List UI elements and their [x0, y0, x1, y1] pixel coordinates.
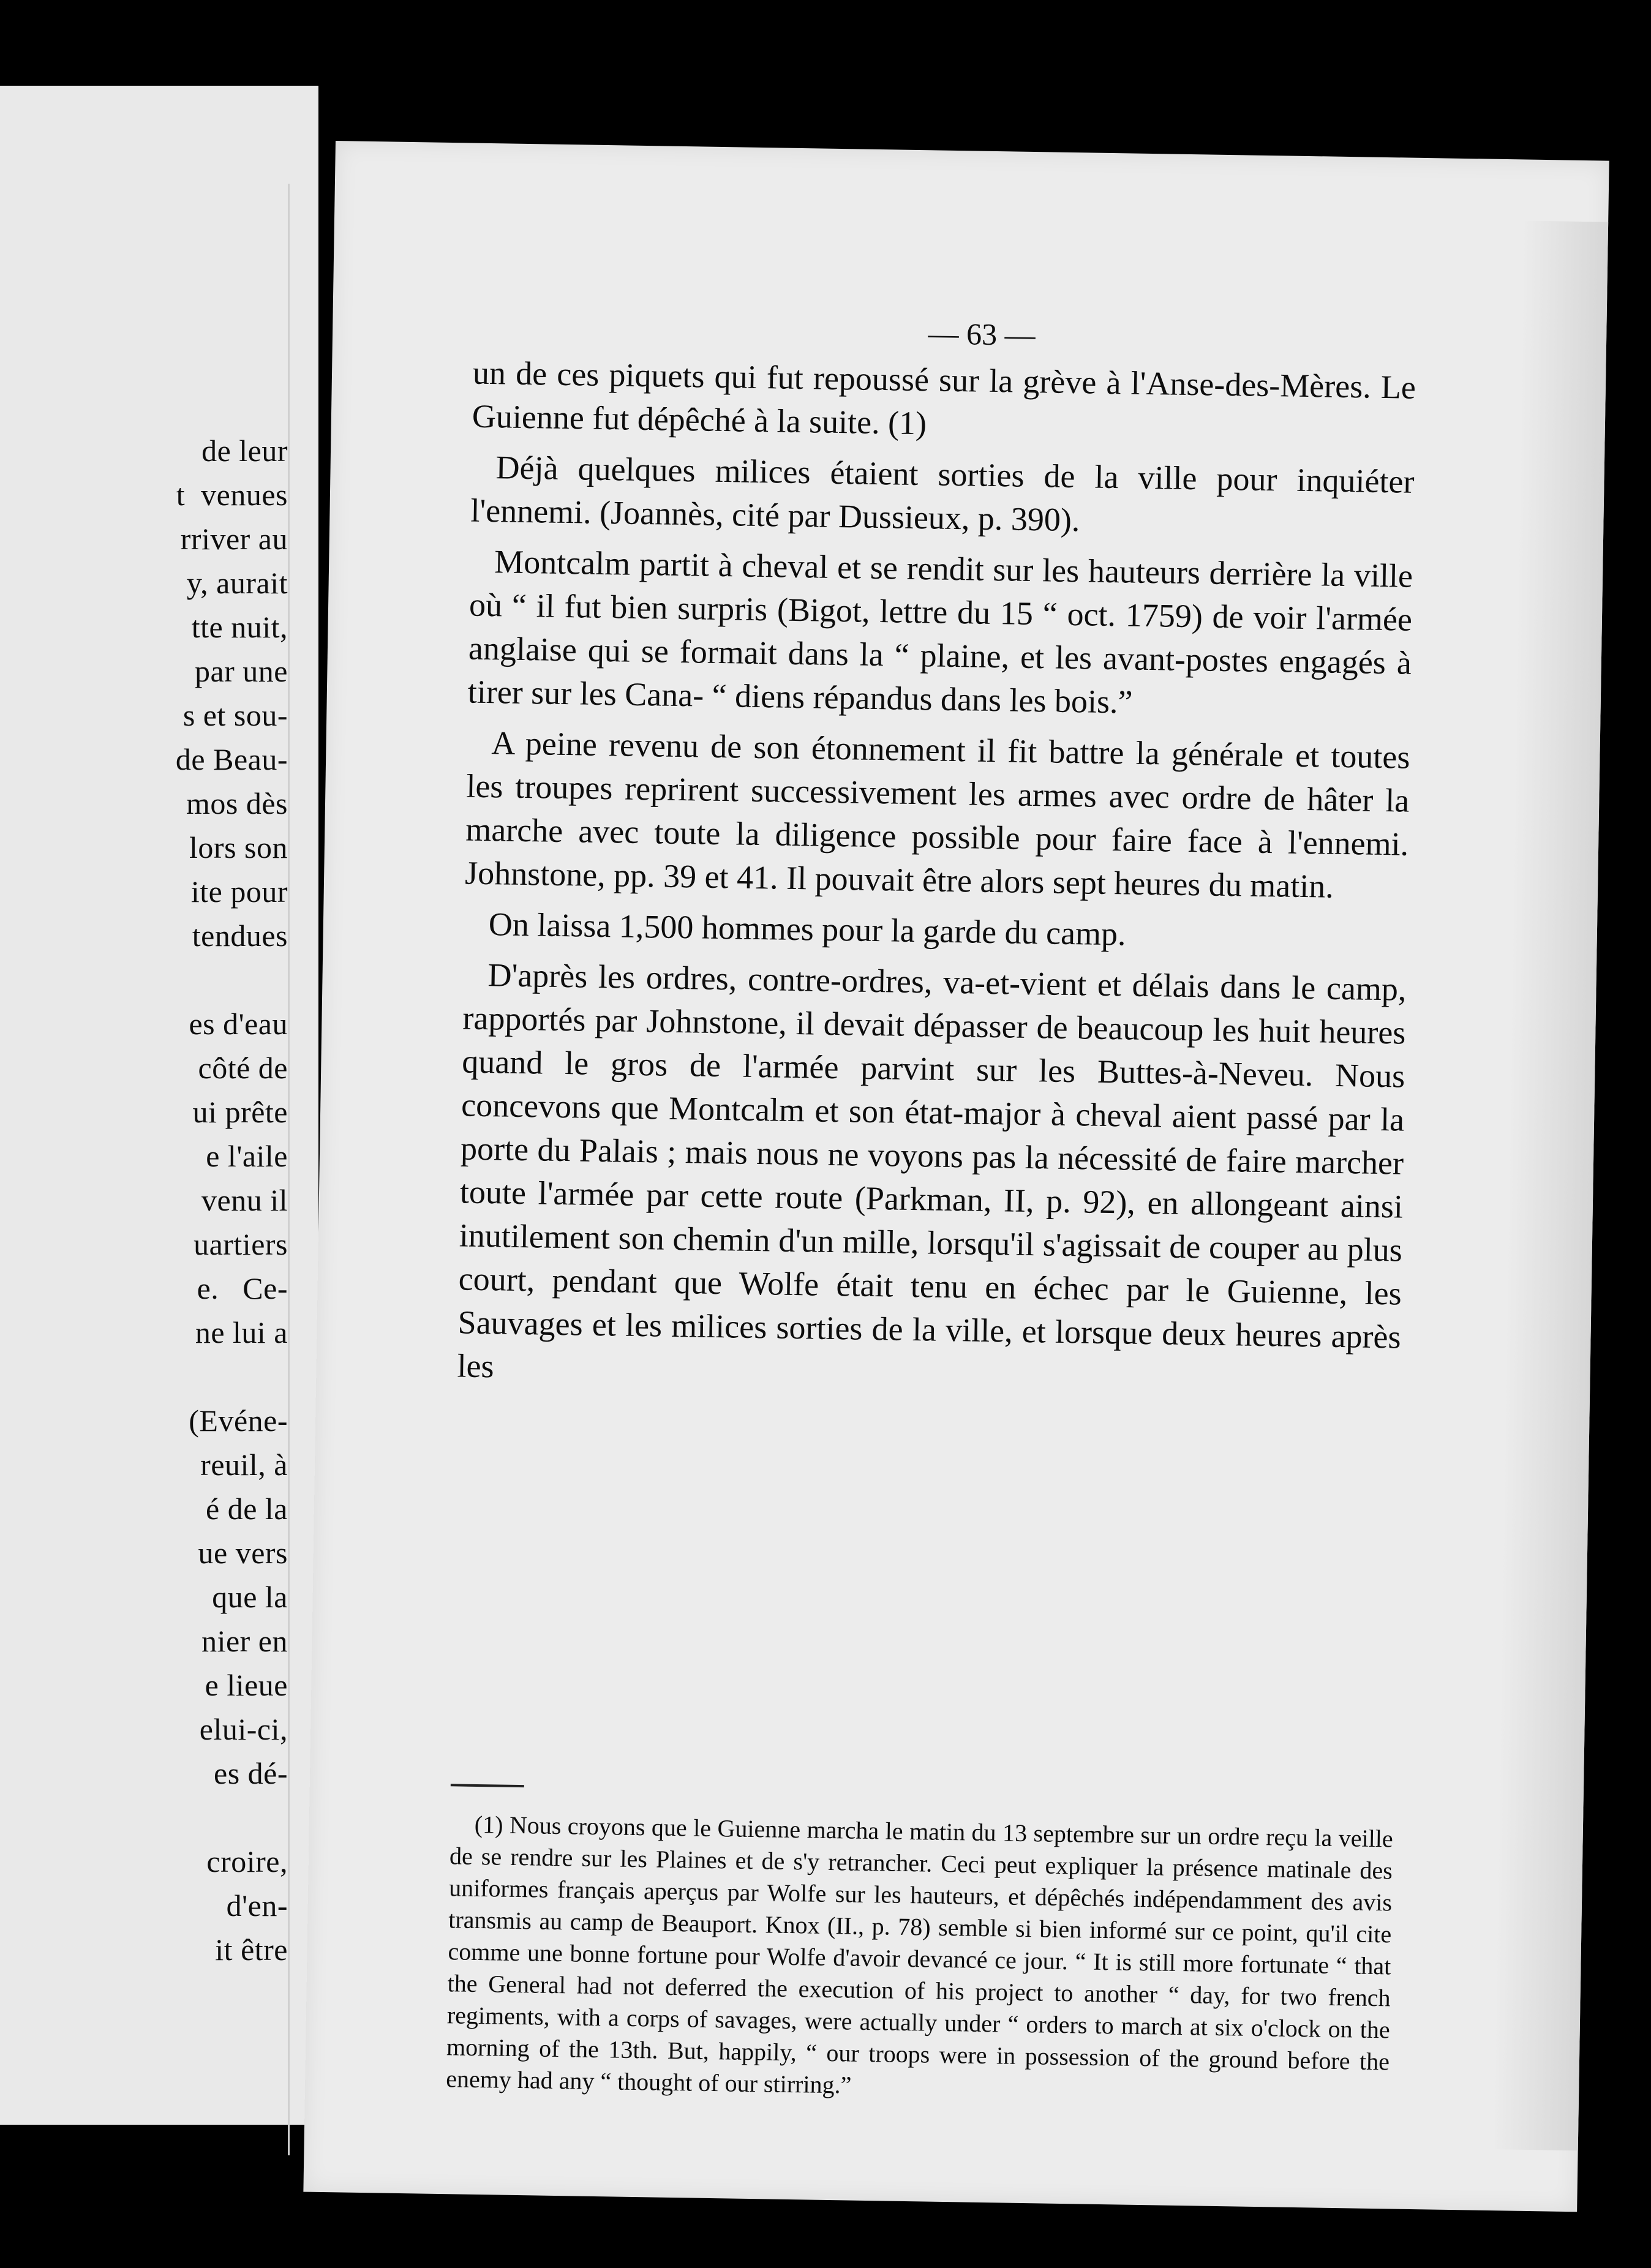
- text-line: tte nuit,: [191, 610, 288, 644]
- previous-page: [0, 86, 322, 2125]
- paragraph-gap: [0, 1795, 288, 1839]
- text-line: lors son: [189, 830, 288, 865]
- text-line: d'en-: [226, 1888, 288, 1923]
- text-line: venu il: [201, 1183, 288, 1217]
- text-line: t venues: [176, 478, 288, 512]
- paragraph: Montcalm partit à cheval et se rendit sur les hauteurs derrière la ville où “ il fut bien surpris (Bigot, lettre du 15 “ oct. 1759) de voir l'armée anglaise qui se formait dans la “ plaine, et les avant-postes engagés à tirer sur les Cana- “ diens répandus dans les bois.”: [467, 543, 1413, 721]
- text-line: nier en: [201, 1624, 288, 1658]
- text-line: tendues: [192, 918, 288, 953]
- text-line: de Beau-: [175, 742, 288, 776]
- text-line: elui-ci,: [199, 1712, 288, 1746]
- text-line: e lieue: [205, 1668, 288, 1702]
- previous-page-text: [0, 429, 288, 1972]
- footnote-divider: [451, 1784, 524, 1787]
- text-line: uartiers: [194, 1227, 288, 1261]
- footnote: [446, 1808, 1393, 2109]
- text-line: rriver au: [180, 522, 288, 556]
- text-line: é de la: [206, 1492, 288, 1526]
- page-number: — 63 —: [928, 316, 1036, 352]
- paragraph: Déjà quelques milices étaient sorties de la ville pour inquiéter l'ennemi. (Joannès, cité par Dussieux, p. 390).: [470, 449, 1415, 539]
- current-page: [303, 141, 1609, 2212]
- text-line: côté de: [198, 1051, 288, 1085]
- text-line: ne lui a: [195, 1315, 288, 1350]
- text-line: it être: [215, 1932, 288, 1967]
- text-line: e l'aile: [206, 1139, 288, 1173]
- text-line: reuil, à: [200, 1448, 288, 1482]
- paragraph: On laissa 1,500 hommes pour la garde du camp.: [488, 906, 1127, 953]
- paragraph-gap: [0, 1354, 288, 1399]
- page-shadow: [1492, 220, 1608, 2150]
- text-line: croire,: [206, 1844, 288, 1879]
- paragraph: A peine revenu de son étonnement il fit battre la générale et toutes les troupes reprirent successivement les armes avec ordre de hâter la marche avec toute la diligence possible pour faire face à l'ennemi. Johnstone, pp. 39 et 41. Il pouvait être alors sept heures du matin.: [464, 724, 1410, 905]
- text-line: par une: [194, 654, 288, 688]
- text-line: ui prête: [192, 1095, 288, 1129]
- paragraph: un de ces piquets qui fut repoussé sur la grève à l'Anse-des-Mères. Le Guienne fut dépêché à la suite. (1): [472, 354, 1416, 442]
- text-line: mos dès: [186, 786, 288, 820]
- text-line: s et sou-: [182, 698, 288, 732]
- text-line: de leur: [201, 434, 288, 468]
- text-line: es dé-: [214, 1756, 288, 1790]
- text-line: ite pour: [190, 874, 288, 909]
- text-line: que la: [212, 1580, 288, 1614]
- text-line: e. Ce-: [197, 1271, 288, 1305]
- text-line: y, aurait: [186, 566, 288, 600]
- text-line: (Evéne-: [189, 1403, 288, 1438]
- paragraph: D'après les ordres, contre-ordres, va-et-vient et délais dans le camp, rapportés par Johnstone, il devait dépasser de beaucoup les huit heures quand le gros de l'armée parvint sur les Buttes-à-Neveu. Nous concevons que Montcalm et son état-major à cheval aient passé par la porte du Palais ; mais nous ne voyons pas la nécessité de faire marcher toute l'armée par cette route (Parkman, II, p. 92), en allongeant ainsi inutilement son chemin d'un mille, lorsqu'il s'agissait de couper au plus court, pendant que Wolfe était tenu en échec par le Guienne, les Sauvages et les milices sorties de la ville, et lorsque deux heures après les: [457, 956, 1407, 1385]
- text-line: es d'eau: [189, 1007, 288, 1041]
- footnote-text: (1) Nous croyons que le Guienne marcha le matin du 13 septembre sur un ordre reçu la veille de se rendre sur les Plaines et de s'y retrancher. Ceci peut expliquer la présence matinale des uniformes français aperçus par Wolfe sur les hauteurs, et dépêchés indépendamment des avis transmis au camp de Beauport. Knox (II., p. 78) semble si bien informé sur ce point, qu'il cite comme une bonne fortune pour Wolfe d'avoir devancé ce jour. “ It is still more fortunate “ that the General had not deferred the execution of his project to another “ day, for two french regiments, with a corps of savages, were actually under “ orders to march at six o'clock on the morning of the 13th. But, happily, “ our troops were in possession of the ground before the enemy had any “ thought of our stirring.”: [445, 1810, 1394, 2099]
- paragraph-gap: [0, 958, 288, 1002]
- text-line: ue vers: [198, 1536, 288, 1570]
- body-text: [457, 351, 1416, 1403]
